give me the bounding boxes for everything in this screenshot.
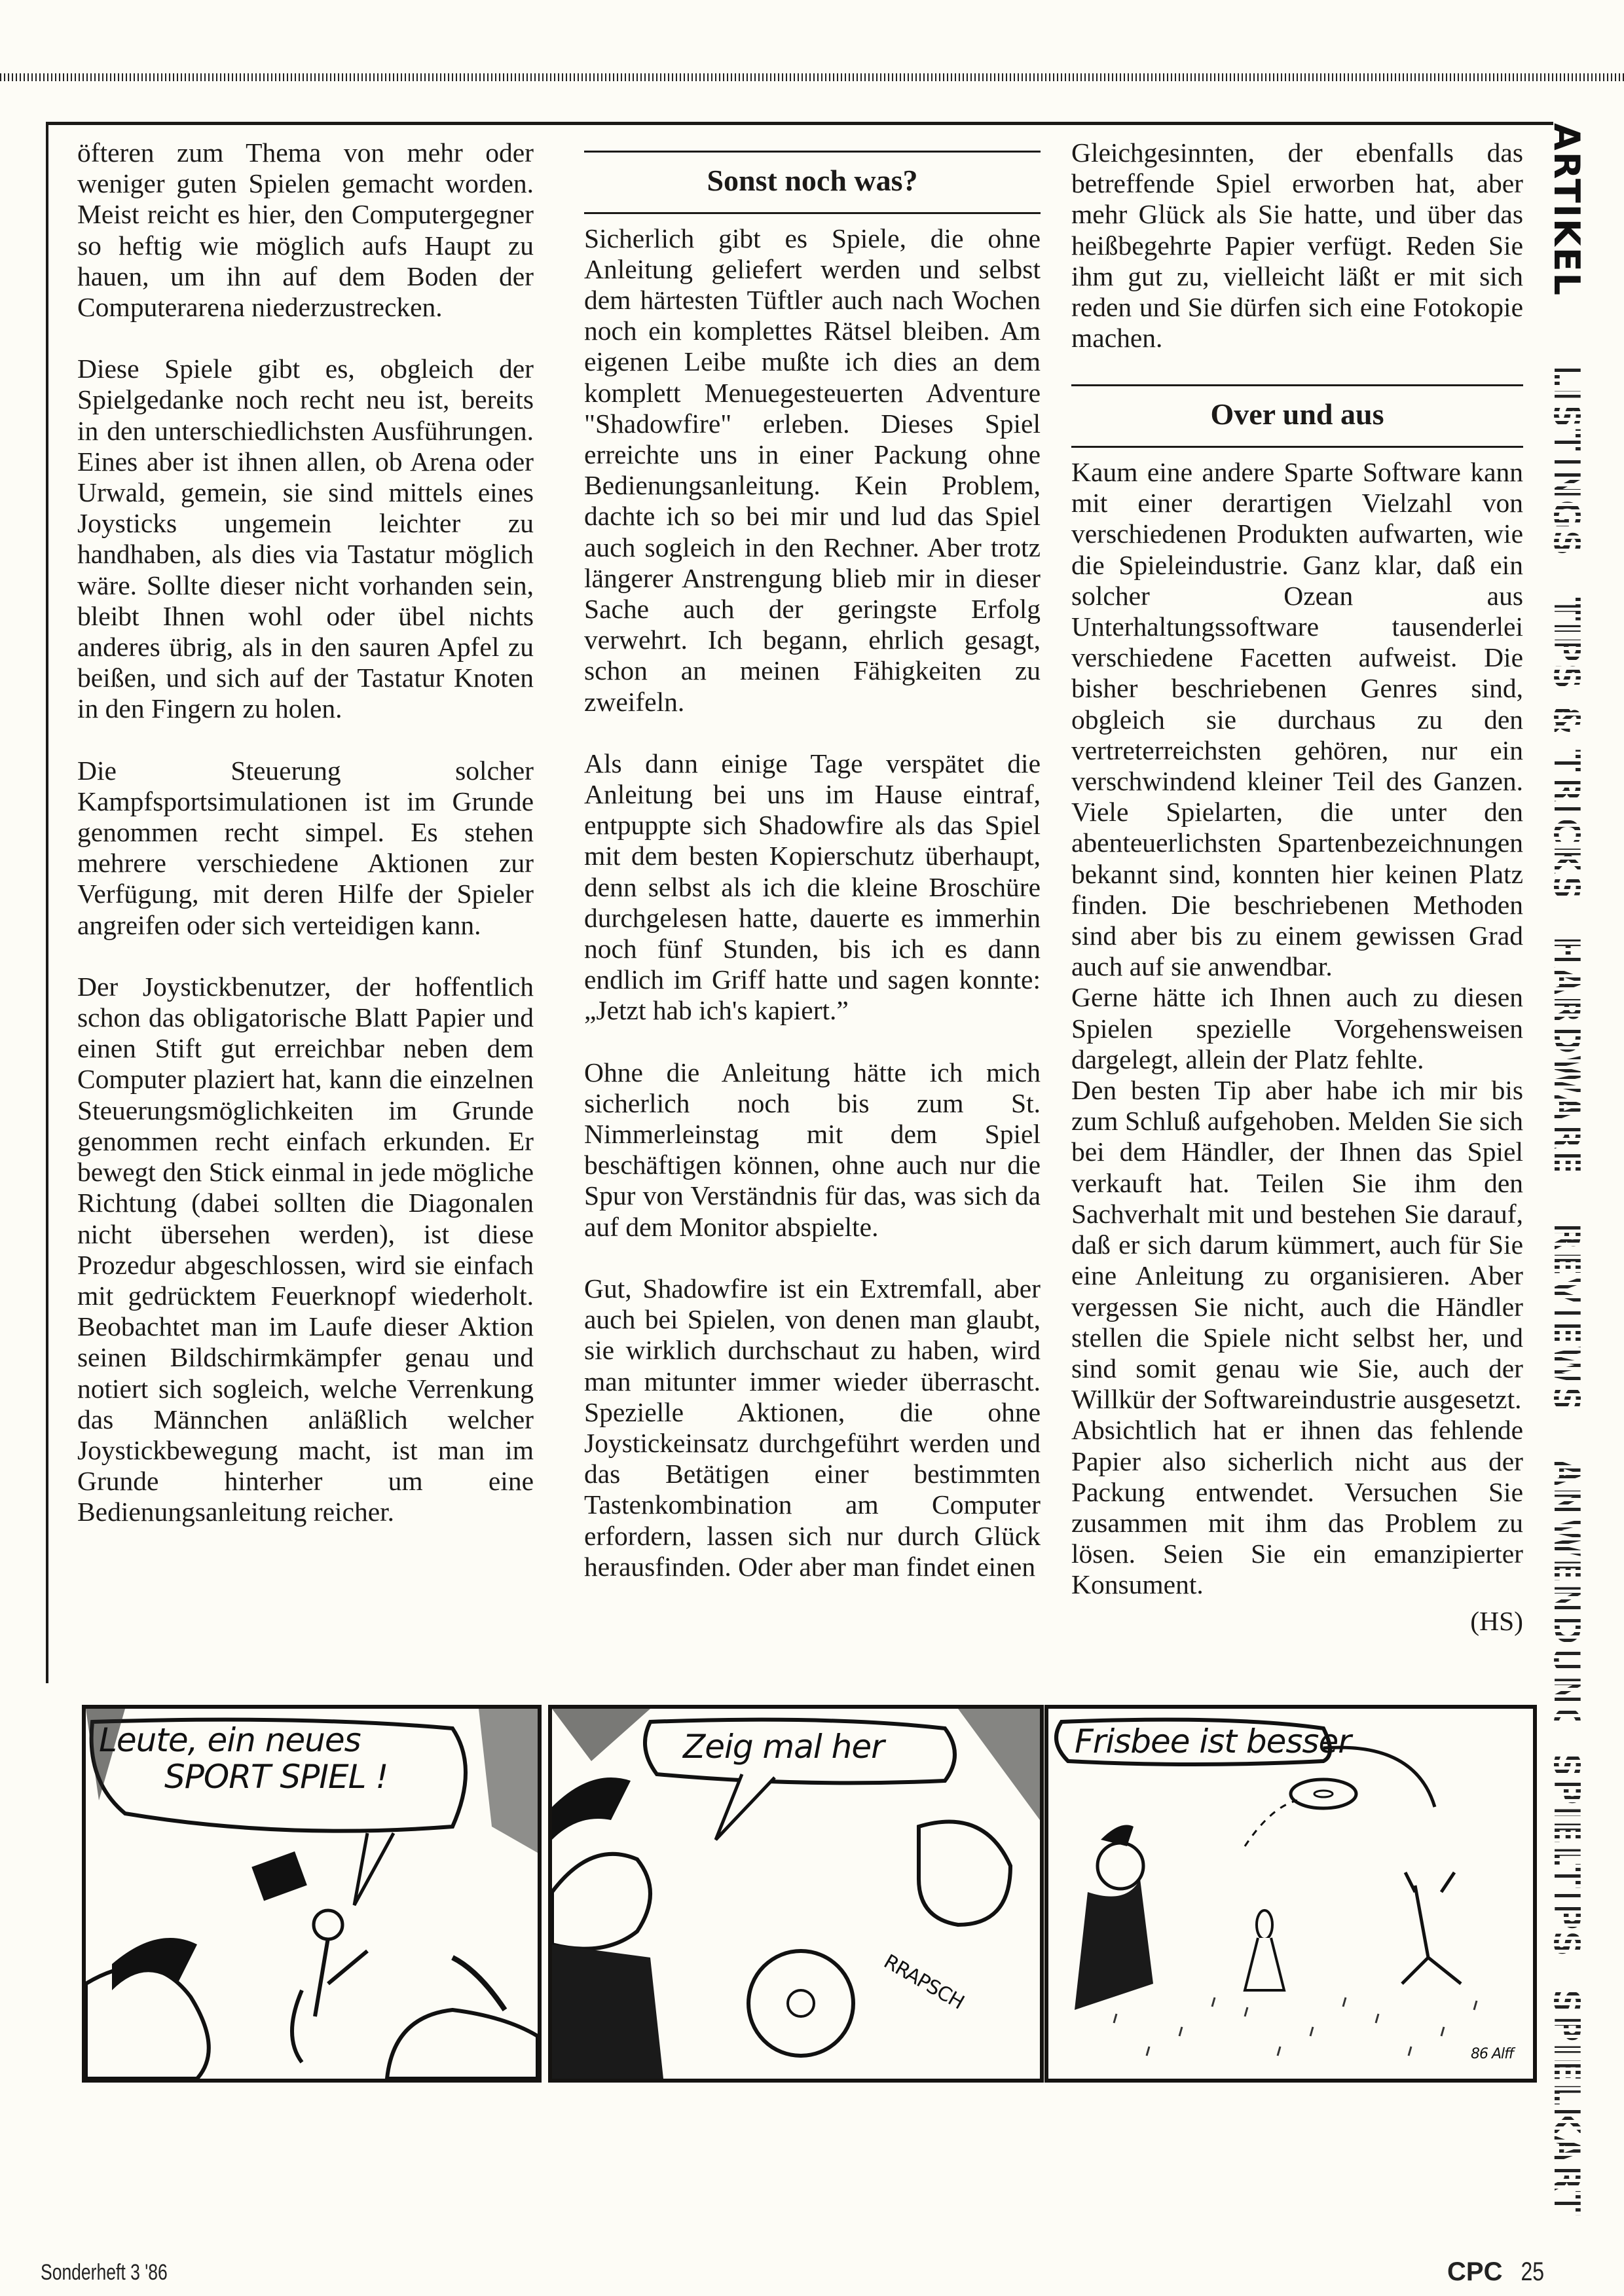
sound-effect: RRAPSCH: [879, 1950, 968, 2014]
paragraph: Sicherlich gibt es Spiele, die ohne Anleitung geliefert werden und selbst dem härtesten Tüftler auch nach Wochen noch ein komplettes Rätsel bleiben. Am eigenen Leibe mußte ich dies an dem komplett Menuegesteuerten Adventure "Shadowfire" erleben. Dieses Spiel erreichte uns in einer Packung ohne Bedienungsanleitung. Kein Problem, dachte ich so bei mir und lud das Spiel auch sogleich in den Rechner. Aber trotz längerer Anstrengung blieb mir in dieser Sache auch der geringste Erfolg verwehrt. Ich begann, ehrlich gesagt, schon an meinen Fähigkeiten zu zweifeln.: [584, 223, 1041, 717]
side-tab-artikel[interactable]: ARTIKEL: [1546, 123, 1587, 297]
comic-drawing-3: [1048, 1709, 1533, 2079]
side-tab-reviews[interactable]: REVIEWS: [1540, 1210, 1593, 1426]
side-tab-listings[interactable]: LISTINGS: [1540, 352, 1593, 568]
article-column-3: [1071, 137, 1523, 1637]
section-heading-over-und-aus: Over und aus: [1071, 384, 1523, 448]
comic-panel-3: [1044, 1705, 1537, 2083]
article-column-2: [584, 137, 1041, 1613]
speech-line: SPORT SPIEL !: [164, 1758, 388, 1796]
paragraph: Absichtlich hat er ihnen das fehlende Papier also sicherlich nicht aus der Packung entwendet. Versuchen Sie zusammen mit ihm das Problem zu lösen. Seien Sie ein emanzipierter Konsument.: [1071, 1415, 1523, 1600]
page-number: 25: [1521, 2257, 1545, 2286]
artist-signature: 86 Alff: [1471, 2046, 1513, 2062]
speech-bubble-1: [99, 1722, 388, 1795]
speech-line: Leute, ein neues: [99, 1721, 361, 1759]
comic-panel-2: [548, 1705, 1044, 2083]
comic-strip: [82, 1705, 1542, 2085]
side-tab-tips-tricks[interactable]: TIPS & TRICKS: [1540, 594, 1593, 902]
paragraph: Kaum eine andere Sparte Software kann mit einer derartigen Vielzahl von verschiedenen Produkten aufwarten, wie die Spieleindustrie. Ganz klar, daß ein solcher Ozean aus Unterhaltungssoftware tausenderlei verschiedene Facetten aufweist. Die bisher beschriebenen Genres sind, obgleich sie durchaus zu den vertreterreichsten gehören, nur ein verschwindend kleiner Teil des Ganzen. Viele Spielarten, die unter den abenteuerlichsten Spartenbezeichnungen bekannt sind, konnten hier keinen Platz finden. Die beschriebenen Methoden sind aber bis zu einem gewissen Grad auch auf sie anwendbar.: [1071, 457, 1523, 982]
paragraph: öfteren zum Thema von mehr oder weniger guten Spielen gemacht worden. Meist reicht es hier, den Computergegner so heftig wie möglich aufs Haupt zu hauen, um ihn auf dem Boden der Computerarena niederzustrecken.: [77, 137, 534, 323]
paragraph: Der Joystickbenutzer, der hoffentlich schon das obligatorische Blatt Papier und einen Stift gut erreichbar neben dem Computer plaziert hat, kann die einzelnen Steuerungsmöglichkeiten im Grunde genommen recht einfach erkunden. Er bewegt den Stick einmal in jede mögliche Richtung (dabei sollten die Diagonalen nicht übersehen werden), ist diese Prozedur abgeschlossen, wird sie einfach mit gedrücktem Feuerknopf wiederholt. Beobachtet man im Laufe dieser Aktion seinen Bildschirmkämpfer genau und notiert sich sogleich, welche Verrenkung das Männchen anläßlich welcher Joystickbewegung macht, ist man im Grunde hinterher um eine Bedienungsanleitung reicher.: [77, 971, 534, 1527]
issue-label: Sonderheft 3 '86: [41, 2260, 168, 2285]
top-perforated-rule: [0, 73, 1624, 81]
speech-bubble-2: Zeig mal her: [683, 1728, 884, 1766]
paragraph: Gut, Shadowfire ist ein Extremfall, aber auch bei Spielen, von denen man glaubt, sie wirklich durchschaut zu haben, wird man mitunter immer wieder überrascht. Spezielle Aktionen, die ohne Joystickeinsatz durchgeführt werden und das Betätigen einer bestimmten Tastenkombination am Computer erfordern, lassen sich nur durch Glück herausfinden. Oder aber man findet einen: [584, 1273, 1041, 1582]
paragraph: Gerne hätte ich Ihnen auch zu diesen Spielen spezielle Vorgehensweisen dargelegt, allein der Platz fehlte.: [1071, 982, 1523, 1074]
paragraph: Diese Spiele gibt es, obgleich der Spielgedanke noch recht neu ist, bereits in den unterschiedlichsten Ausführungen. Eines aber ist ihnen allen, ob Arena oder Urwald, gemein, sie sind mittels eines Joysticks ungemein leichter zu handhaben, als dies via Tastatur möglich wäre. Sollte dieser nicht vorhanden sein, bleibt Ihnen wohl oder übel nichts anderes übrig, als in den sauren Apfel zu beißen, und sich auf der Tastatur Knoten in den Fingern zu holen.: [77, 354, 534, 724]
side-tab-anwendung[interactable]: ANWENDUNG: [1540, 1459, 1593, 1721]
speech-bubble-3: Frisbee ist besser: [1075, 1722, 1351, 1760]
side-tab-spieltips[interactable]: SPIELTIPS: [1540, 1747, 1593, 1963]
section-register: [1540, 123, 1593, 2273]
magazine-brand: CPC: [1447, 2257, 1503, 2286]
paragraph: Als dann einige Tage verspätet die Anleitung bei uns im Hause eintraf, entpuppte sich Shadowfire als das Spiel mit dem besten Kopierschutz überhaupt, denn selbst als ich die kleine Broschüre durchgelesen hatte, dauerte es immerhin noch fünf Stunden, bis ich es dann endlich im Griff hatte und sagen konnte: „Jetzt hab ich's kapiert.”: [584, 748, 1041, 1026]
paragraph: Den besten Tip aber habe ich mir bis zum Schluß aufgehoben. Melden Sie sich bei dem Händler, der Ihnen das Spiel verkauft hat. Teilen Sie ihm den Sachverhalt mit und bestehen Sie darauf, daß er sich darum kümmert, auch für Sie eine Anleitung zu organisieren. Aber vergessen Sie nicht, auch die Händler stellen die Spiele nicht selbst her, und sind somit genau wie Sie, auch der Willkür der Softwareindustrie ausgesetzt.: [1071, 1075, 1523, 1415]
author-initials: (HS): [1470, 1605, 1523, 1636]
side-tab-spielkarten[interactable]: SPIELKARTEN: [1540, 1989, 1593, 2218]
paragraph: Gleichgesinnten, der ebenfalls das betreffende Spiel erworben hat, aber mehr Glück als Sie hatte, und über das heißbegehrte Papier verfügt. Reden Sie ihm gut zu, vielleicht läßt er mit sich reden und Sie dürfen sich eine Fotokopie machen.: [1071, 137, 1523, 354]
page-footer: [1447, 2257, 1547, 2287]
article-column-1: [77, 137, 534, 1559]
side-tab-hardware[interactable]: HARDWARE: [1540, 928, 1593, 1184]
paragraph: Die Steuerung solcher Kampfsportsimulationen ist im Grunde genommen recht simpel. Es stehen mehrere verschiedene Aktionen zur Verfügung, mit deren Hilfe der Spieler angreifen oder sich verteidigen kann.: [77, 755, 534, 940]
paragraph: Ohne die Anleitung hätte ich mich sicherlich noch bis zum St. Nimmerleinstag mit dem Spiel beschäftigen können, ohne auch nur die Spur von Verständnis für das, was sich da auf dem Monitor abspielte.: [584, 1057, 1041, 1242]
section-heading-sonst-noch-was: Sonst noch was?: [584, 151, 1041, 214]
comic-panel-1: [82, 1705, 542, 2083]
